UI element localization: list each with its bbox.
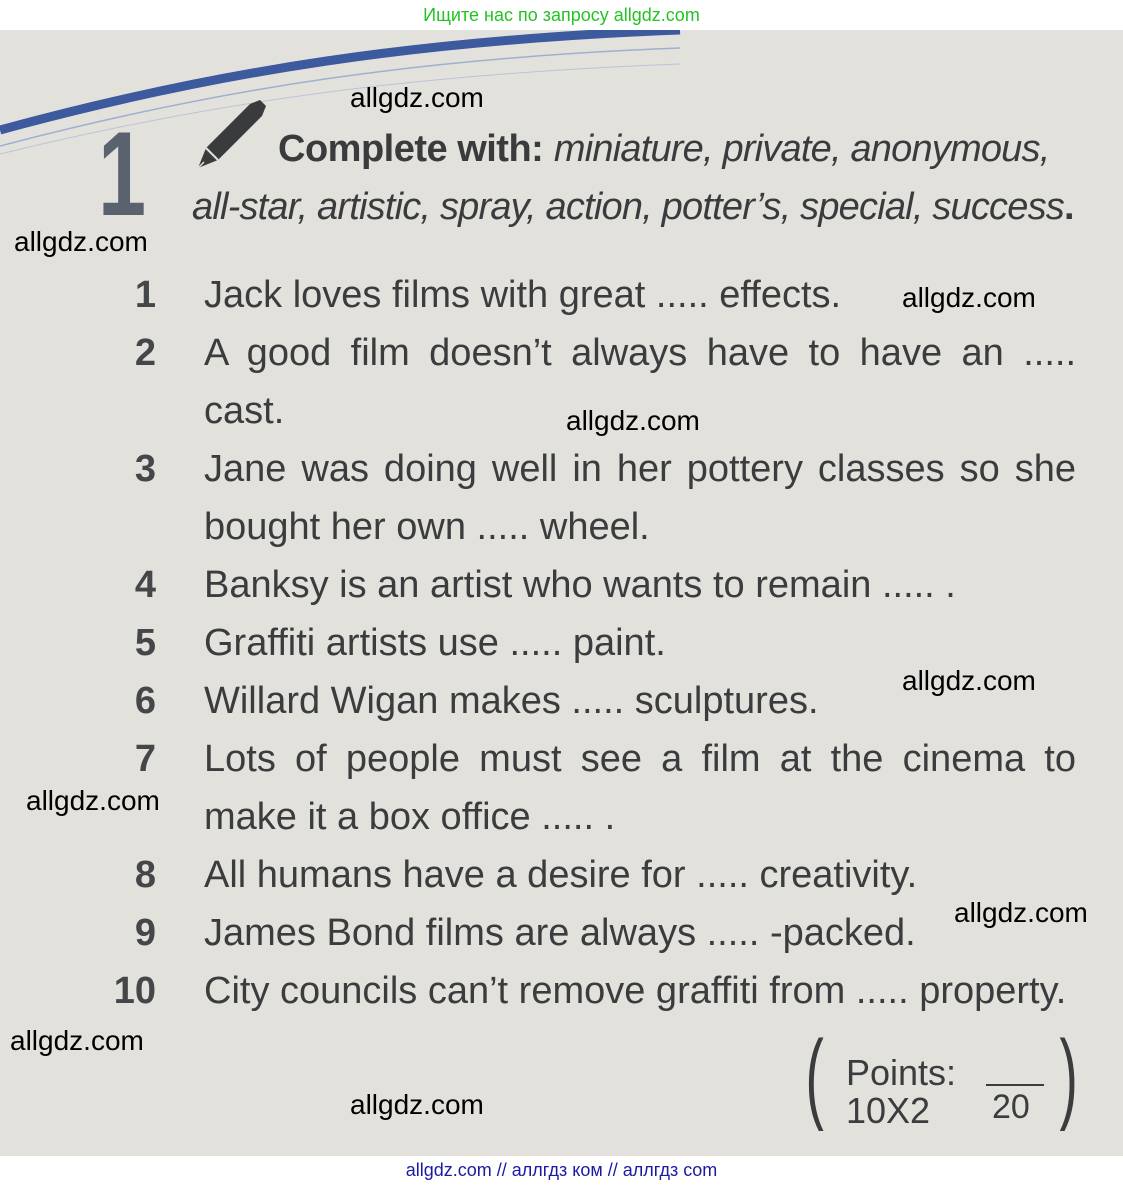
item-number: 2 xyxy=(134,332,156,374)
item-number: 3 xyxy=(134,448,156,490)
item-text: Graffiti artists use ..... paint. xyxy=(204,622,666,664)
item-number: 6 xyxy=(134,680,156,722)
watermark: allgdz.com xyxy=(350,82,484,113)
right-parenthesis-icon: ) xyxy=(1059,1020,1078,1132)
points-box xyxy=(805,1020,1086,1154)
top-banner[interactable]: Ищите нас по запросу allgdz.com xyxy=(423,5,700,25)
watermark: allgdz.com xyxy=(26,785,160,816)
fraction-line xyxy=(986,1084,1044,1086)
instruction-lead: Complete with: xyxy=(278,128,544,170)
left-parenthesis-icon: ( xyxy=(805,1020,824,1132)
exercise-instruction xyxy=(192,120,1092,236)
item-number: 7 xyxy=(134,738,156,780)
item-text-line-2: bought her own ..... wheel. xyxy=(204,506,650,548)
item-text: Banksy is an artist who wants to remain ..... . xyxy=(204,564,956,606)
item-text: Jack loves films with great ..... effects. xyxy=(204,274,842,316)
textbook-page xyxy=(0,30,1123,1156)
item-text-line-1: A good film doesn’t always have to have an ..... xyxy=(204,332,1076,374)
item-number: 1 xyxy=(134,274,156,316)
item-text-line-1: Jane was doing well in her pottery classes so she xyxy=(204,448,1076,490)
instruction-period: . xyxy=(1064,186,1075,228)
item-number: 9 xyxy=(134,912,156,954)
watermark: allgdz.com xyxy=(350,1089,484,1120)
item-text: All humans have a desire for ..... creativity. xyxy=(204,854,918,896)
item-number: 8 xyxy=(134,854,156,896)
watermark: allgdz.com xyxy=(954,897,1088,928)
item-number: 10 xyxy=(113,970,156,1012)
points-denominator: 20 xyxy=(992,1088,1030,1126)
item-text-line-2: make it a box office ..... . xyxy=(204,796,616,838)
watermark: allgdz.com xyxy=(902,665,1036,696)
word-list-line-1: miniature, private, anonymous, xyxy=(553,128,1050,170)
item-text-line-2: cast. xyxy=(204,390,285,432)
word-list-line-2: all-star, artistic, spray, action, potter’s, special, success xyxy=(192,186,1064,228)
item-number: 5 xyxy=(134,622,156,664)
item-text: James Bond films are always ..... -packed. xyxy=(204,912,916,954)
watermark: allgdz.com xyxy=(566,405,700,436)
item-text-line-1: Lots of people must see a film at the cinema to xyxy=(204,738,1076,780)
bottom-banner[interactable]: allgdz.com // аллгдз ком // аллгдз com xyxy=(405,1160,718,1180)
item-text: Willard Wigan makes ..... sculptures. xyxy=(204,680,819,722)
watermark: allgdz.com xyxy=(902,282,1036,313)
watermark: allgdz.com xyxy=(10,1025,144,1056)
exercise-number: 1 xyxy=(98,107,142,241)
watermark: allgdz.com xyxy=(14,226,148,257)
points-formula: 10X2 xyxy=(846,1090,931,1131)
points-label: Points: xyxy=(846,1052,957,1093)
item-text: City councils can’t remove graffiti from ..... property. xyxy=(204,970,1067,1012)
item-number: 4 xyxy=(134,564,156,606)
